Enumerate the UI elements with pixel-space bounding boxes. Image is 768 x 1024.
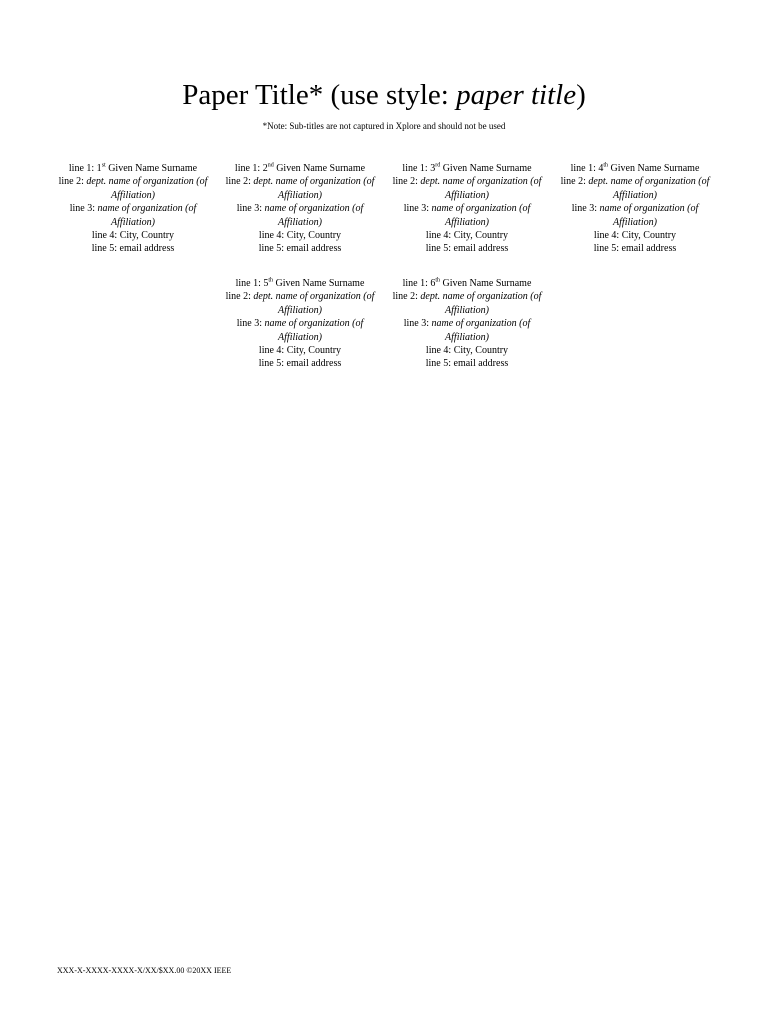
title-style: paper title — [456, 79, 577, 111]
title-close: ) — [576, 79, 586, 111]
author-line-1: line 1: 2nd Given Name Surname — [234, 162, 366, 174]
author-line-4: line 4: City, Country — [593, 230, 677, 242]
author-line-3: line 3: name of organization (of Affiliation) — [69, 203, 197, 228]
author-line-5: line 5: email address — [425, 243, 509, 255]
author-line-2: line 2: dept. name of organization (of Affiliation) — [225, 176, 375, 201]
author-line-5: line 5: email address — [593, 243, 677, 255]
author-line-1: line 1: 3rd Given Name Surname — [402, 162, 532, 174]
author-line-4: line 4: City, Country — [258, 345, 342, 357]
author-line-5: line 5: email address — [425, 358, 509, 370]
title-main: Paper Title* (use style: — [182, 79, 457, 111]
author-line-2: line 2: dept. name of organization (of Affiliation) — [225, 291, 375, 316]
author-line-4: line 4: City, Country — [91, 230, 175, 242]
author-line-4: line 4: City, Country — [425, 230, 509, 242]
author-block — [555, 162, 715, 256]
author-line-3: line 3: name of organization (of Affiliation) — [236, 203, 364, 228]
author-block — [220, 162, 380, 256]
author-line-3: line 3: name of organization (of Affiliation) — [403, 203, 531, 228]
author-block — [220, 277, 380, 371]
author-line-5: line 5: email address — [258, 358, 342, 370]
author-line-2: line 2: dept. name of organization (of Affiliation) — [392, 291, 542, 316]
copyright-footer: XXX-X-XXXX-XXXX-X/XX/$XX.00 ©20XX IEEE — [57, 966, 232, 975]
author-line-1: line 1: 5th Given Name Surname — [235, 277, 365, 289]
author-line-2: line 2: dept. name of organization (of Affiliation) — [392, 176, 542, 201]
author-line-1: line 1: 6th Given Name Surname — [402, 277, 532, 289]
subtitle-note: *Note: Sub-titles are not captured in Xplore and should not be used — [262, 121, 506, 131]
author-line-1: line 1: 4th Given Name Surname — [570, 162, 700, 174]
author-block — [387, 162, 547, 256]
author-block — [387, 277, 547, 371]
author-line-3: line 3: name of organization (of Affiliation) — [236, 318, 364, 343]
author-line-1: line 1: 1st Given Name Surname — [68, 162, 198, 174]
author-line-3: line 3: name of organization (of Affiliation) — [403, 318, 531, 343]
author-block — [53, 162, 213, 256]
author-line-5: line 5: email address — [258, 243, 342, 255]
author-line-5: line 5: email address — [91, 243, 175, 255]
author-line-4: line 4: City, Country — [425, 345, 509, 357]
author-line-2: line 2: dept. name of organization (of Affiliation) — [58, 176, 208, 201]
author-line-4: line 4: City, Country — [258, 230, 342, 242]
author-line-3: line 3: name of organization (of Affiliation) — [571, 203, 699, 228]
page-title — [0, 78, 768, 112]
author-line-2: line 2: dept. name of organization (of Affiliation) — [560, 176, 710, 201]
